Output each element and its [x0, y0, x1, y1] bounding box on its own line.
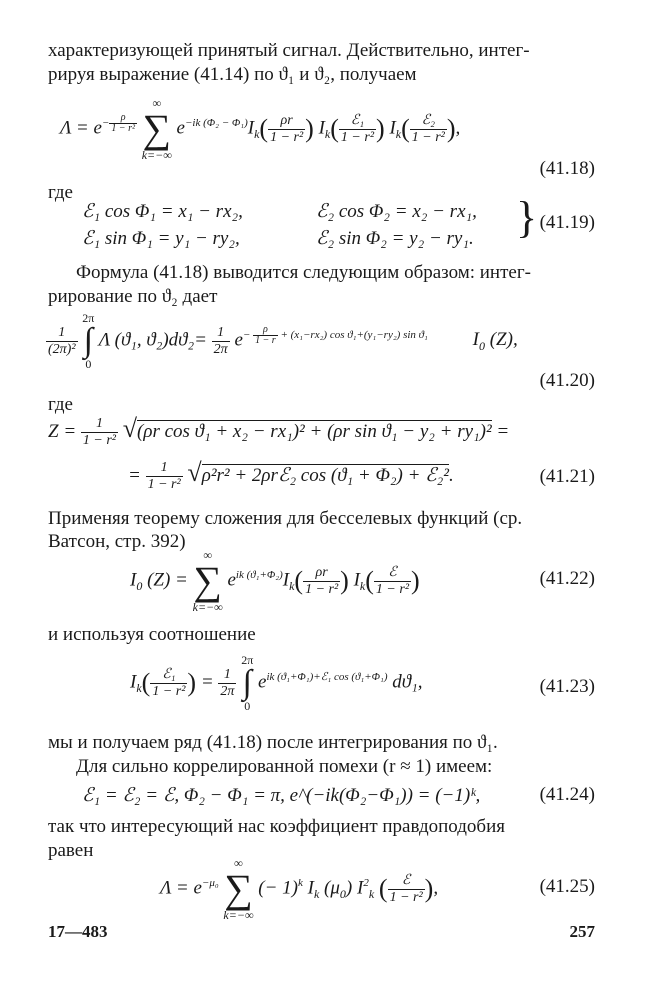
- page-number: 257: [569, 922, 595, 941]
- right-brace: }: [516, 193, 538, 242]
- equation-41-19-a2: ℰ₂ cos Φ₂ = x₂ − rx₁,: [316, 201, 477, 222]
- paragraph-line: так что интересующий нас коэффициент правдоподобия: [48, 816, 506, 837]
- paragraph-line: Ватсон, стр. 392): [48, 531, 186, 552]
- equation-41-23: $I_k$( $\frac{\text{ℰ₁}}{\text{1 − r²}}$ ) = $\frac{1}{2\pi}$ 2π ∫ 0 $e^{ik (ϑ_1+\Phi_1)+ℰ_1 cos (ϑ_1+\Phi_1)}$ dϑ₁,: [130, 653, 423, 713]
- paragraph-line: рирование по ϑ₂ дает: [48, 286, 218, 307]
- paragraph-line: Применяя теорему сложения для бесселевых функций (ср.: [48, 508, 523, 529]
- equation-number: (41.20): [539, 370, 595, 391]
- equation-number: (41.18): [539, 158, 595, 179]
- equation-41-25: $\Lambda = e^{-\mu_0}$ ∞ ∑ k=−∞ (− 1)$^k$ $I_k$ $(\mu_0)$ $I^2_k$ ( $\frac{\text{ℰ}}{\text{1 − r²}}$ ),: [160, 856, 439, 922]
- equation-41-18: $\Lambda = e^{- \frac{\rho}{\text{1 − r²}}}$ ∞ ∑ k=−∞ $e^{-ik (\Phi_2 - \Phi_1)}I_k$( $\frac{\rho r}{\text{1 − r²}}$ ) $I_k$( $\frac{\text{ℰ₁}}{\text{1 − r²}}$ ) $I_k$( $\frac{\text{ℰ₂}}{\text{1 − r²}}$ ),: [60, 96, 461, 162]
- equation-41-22: $I_0$ (Z) = ∞ ∑ k=−∞ $e^{ik (ϑ_1+\Phi_2)}I_k$( $\frac{\rho r}{\text{1 − r²}}$ ) $I_k$( $\frac{\text{ℰ}}{\text{1 − r²}}$ ): [130, 548, 420, 614]
- equation-41-19-a1: ℰ₁ cos Φ₁ = x₁ − rx₂,: [82, 201, 243, 222]
- paragraph-line: Для сильно коррелированной помехи (r ≈ 1) имеем:: [76, 756, 493, 777]
- equation-number: (41.21): [539, 466, 595, 487]
- equation-number: (41.19): [539, 212, 595, 233]
- paragraph-line: равен: [48, 840, 94, 861]
- paragraph-line: характеризующей принятый сигнал. Действительно, интег-: [48, 40, 530, 61]
- equation-number: (41.25): [539, 876, 595, 897]
- equation-41-19-b1: ℰ₁ sin Φ₁ = y₁ − ry₂,: [82, 228, 240, 249]
- paragraph-line: где: [48, 394, 73, 415]
- equation-number: (41.23): [539, 676, 595, 697]
- paragraph-line: Формула (41.18) выводится следующим образом: интег-: [76, 262, 531, 283]
- equation-41-21-line2: = $\frac{1}{\text{1 − r²}}$ √ρ²r² + 2ρrℰ₂ cos (ϑ₁ + Φ₂) + ℰ₂².: [128, 458, 454, 493]
- equation-41-20: $\frac{1}{\text{(2π)²}}$ 2π ∫ 0 Λ (ϑ₁, ϑ₂)dϑ₂= $\frac{1}{2\pi}$ $e^{- \frac{\rho}{1 - r} + (x_1-rx_2) cos ϑ_1+(y_1-ry_2) sin ϑ_1}$ $I_0$ (Z),: [48, 311, 518, 371]
- paragraph-line: рируя выражение (41.14) по ϑ₁ и ϑ₂, получаем: [48, 64, 417, 85]
- equation-41-19-b2: ℰ₂ sin Φ₂ = y₂ − ry₁.: [316, 228, 474, 249]
- equation-41-24: ℰ₁ = ℰ₂ = ℰ, Φ₂ − Φ₁ = π, e^(−ik(Φ₂−Φ₁)) = (−1)ᵏ,: [82, 785, 481, 806]
- equation-number: (41.24): [539, 784, 595, 805]
- equation-number: (41.22): [539, 568, 595, 589]
- printer-signature: 17—483: [48, 922, 108, 941]
- equation-41-21-line1: Z = $\frac{1}{\text{1 − r²}}$ √(ρr cos ϑ₁ + x₂ − rx₁)² + (ρr sin ϑ₁ − y₂ + ry₁)² =: [48, 414, 510, 449]
- paragraph-line: и используя соотношение: [48, 624, 256, 645]
- paragraph-line: мы и получаем ряд (41.18) после интегрирования по ϑ₁.: [48, 732, 498, 753]
- paragraph-line: где: [48, 182, 73, 203]
